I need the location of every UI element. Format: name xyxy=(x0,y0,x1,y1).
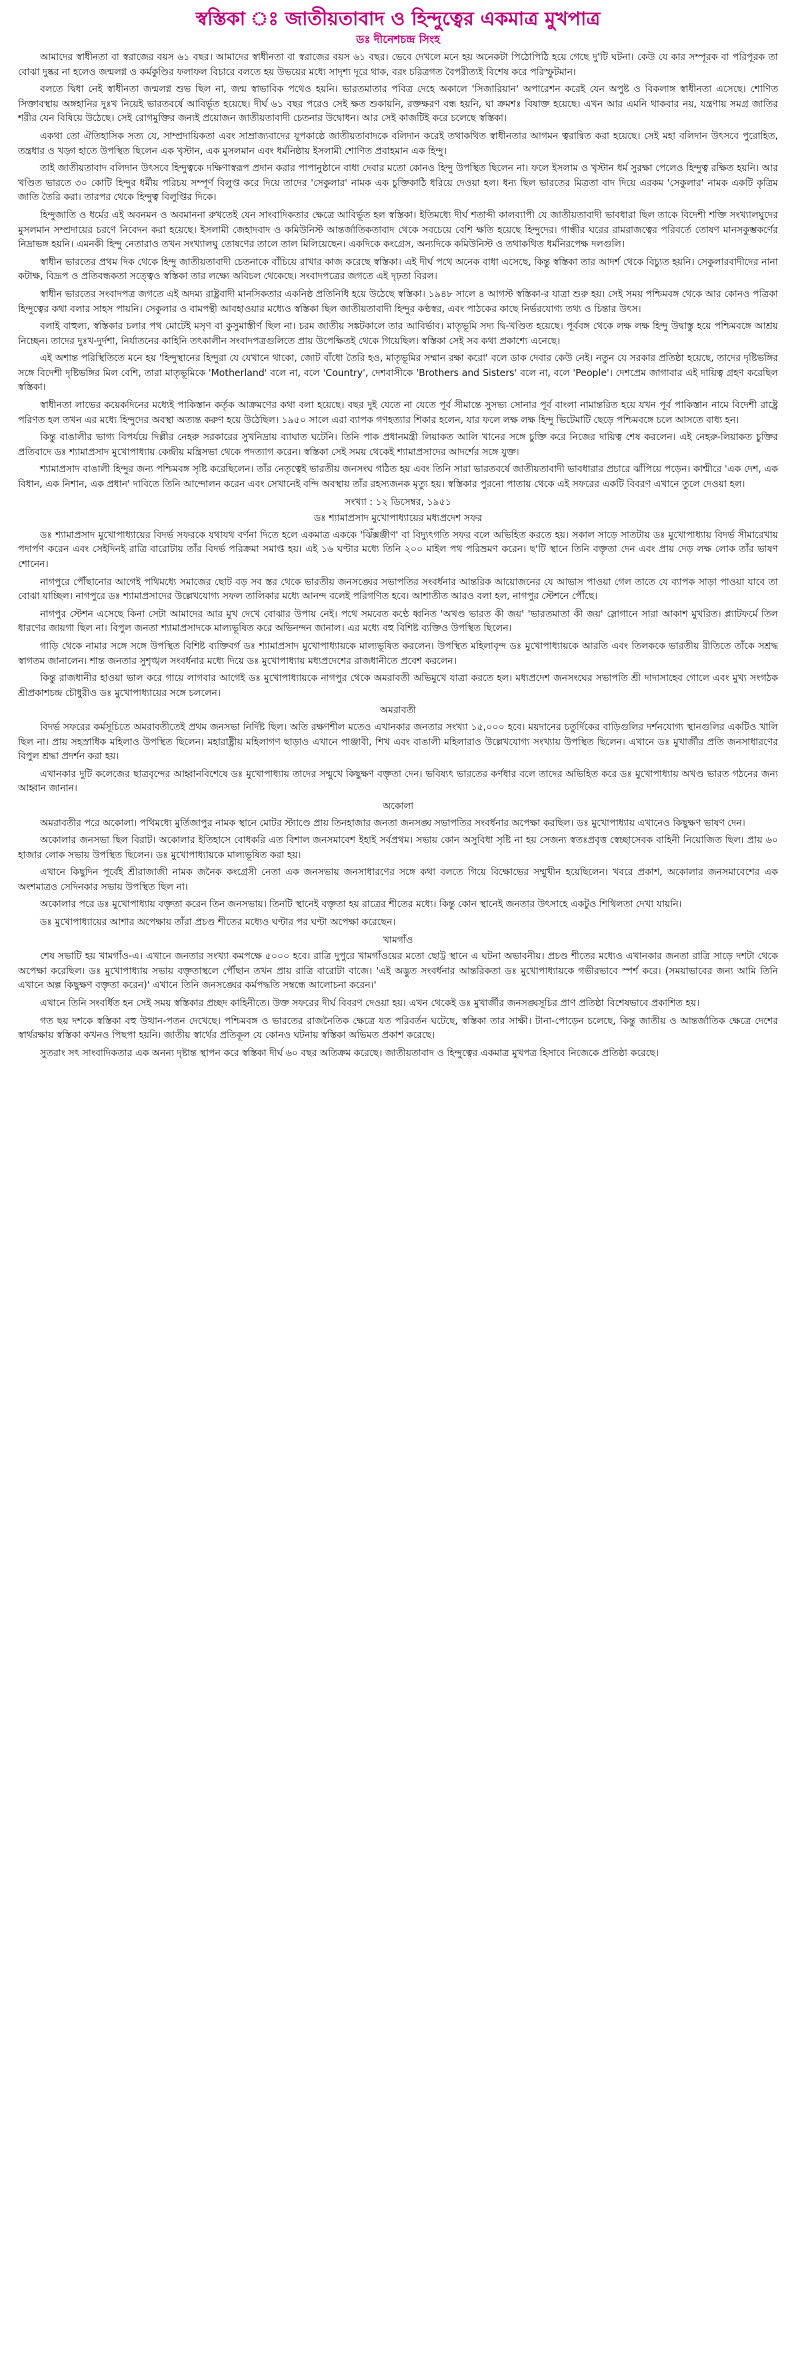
paragraph: হিন্দুজাতি ও ধর্মের এই অবনমন ও অবমাননা রুখতেই যেন সাংবাদিকতার ক্ষেত্রে আবির্ভূত হল স্বস্তিকা। ইতিমধ্যে দীর্ঘ শতাব্দী কালব্যাপী যে জাতীয়তাবাদী ভাবধারা ছিল তাকে বিদেশী শক্তি সংখ্যালঘুদের মুসলমান সম্প্রদায়ের চরণে নিবেদন করা হয়েছে। ইসলামী জেহাদবাদ ও কমিউনিস্ট আন্তর্জাতিকতাবাদ থেকে সবচেয়ে বেশি ক্ষতি হয়েছে হিন্দুদের। গান্ধীর ঘরের রামরাজত্বের পরিবর্তে তোষণ মানসকুম্ভকর্ণের নিদ্রাভঙ্গ হয়নি। এমনকী হিন্দু নেতারাও তখন সংখ্যালঘু তোষণের তালে তাল মিলিয়েছেন। একদিকে কংগ্রেস, অন্যদিকে কমিউনিস্ট ও তথাকথিত ধর্মনিরপেক্ষ দলগুলি। xyxy=(18,209,778,251)
paragraph: আমাদের স্বাধীনতা বা স্বরাজের বয়স ৬১ বছর। আমাদের স্বাধীনতা বা স্বরাজের বয়স ৬১ বছর। ভেবে দেখলে মনে হয় অনেকটা পিঠোপিঠি হয়ে গেছে দু'টি ঘটনা। কেউ যে কার সম্পূরক বা পরিপূরক তা বোঝা দুষ্কর না হলেও জন্মলগ্ন ও কর্মকুণ্ডির ফলাফল বিচারে বলতে হয় উভয়ের মধ্যে সাদৃশ্য দূরে থাক, বরং চরিত্রগত বৈপরীত্যই বিশেষ করে পরিস্ফুটমান। xyxy=(18,52,778,78)
paragraph: অকোলার পরে ডঃ মুখোপাধ্যায় বক্তৃতা করেন তিন জনসভায়। তিনটি স্থানেই বক্তৃতা হয় রাত্রের শীতের মধ্যে। কিন্তু কোন স্থানেই জনতার উৎসাহে একটুও শিথিলতা দেখা যায়নি। xyxy=(40,899,682,911)
paragraph: এখানকার দুটি কলেজের ছাত্রবৃন্দের আহ্বানবিশেষে ডঃ মুখোপাধ্যায় তাদের সম্মুখে কিছুক্ষণ বক্তৃতা দেন। ভবিষ্যৎ ভারতের কর্ণধার বলে তাদের অভিহিত করে ডঃ মুখোপাধ্যায় অখণ্ড ভারত গঠনের জন্য আহ্বান জানান। xyxy=(18,768,778,795)
paragraph: সুতরাং সৎ সাংবাদিকতার এক অনন্য দৃষ্টান্ত স্থাপন করে স্বস্তিকা দীর্ঘ ৬০ বছর অতিক্রম করেছে। জাতীয়তাবাদ ও হিন্দুত্বের একমাত্র মুখপত্র হিসাবে নিজেকে প্রতিষ্ঠা করেছে। xyxy=(40,1047,659,1059)
paragraph: বলতে দ্বিধা নেই স্বাধীনতা জন্মলগ্ন শুভ ছিল না, জন্ম স্বাভাবিক পথেও হয়নি। ভারতমাতার পবিত্র দেহে অকালে 'সিজারিয়ান' অপারেশন করেই যেন অপুষ্ট ও বিকলাঙ্গ স্বাধীনতা এসেছে। শোণিত সিক্তাবস্থায় অঙ্গহানির দুঃখ নিয়েই ভারতবর্ষে আবির্ভূত হয়েছে। দীর্ঘ ৬১ বছর পরেও সেই ক্ষত শুকায়নি, রক্তক্ষরণ বন্ধ হয়নি, ঘা ক্রমশঃ বিষাক্ত হয়েছে। এখন আর এমনি থাকবার নয়, যন্ত্রণায় সমগ্র জাতির শরীর যেন বিষিয়ে উঠেছে। সেই রোগমুক্তির জন্যই প্রয়োজন জাতীয়তাবাদী চেতনার উদ্বোধন। আর সেই কাজটিই করে চলেছে স্বস্তিকা। xyxy=(18,84,778,125)
article-author: ডঃ দীনেশচন্দ্র সিংহ xyxy=(356,33,440,46)
paragraph: বলাই বাহুল্য, স্বস্তিকার চলার পথ মোটেই মসৃণ বা কুসুমাস্তীর্ণ ছিল না। চরম জাতীয় সঙ্কটকালে তার আবির্ভাব। মাতৃভূমি সদ্য দ্বি-খণ্ডিত হয়েছে। পূর্ববঙ্গ থেকে লক্ষ লক্ষ হিন্দু উদ্বাস্তু হয়ে পশ্চিমবঙ্গে আশ্রয় নিচ্ছেন। তাদের দুঃখ-দুর্দশা, নির্যাতনের কাহিনি তৎকালীন সংবাদপত্রগুলিতে প্রায় উপেক্ষিতই থেকে গিয়েছিল। স্বস্তিকা সেই সব কথা প্রকাশ্যে এনেছে। xyxy=(18,321,778,347)
paragraph: এখানে তিনি সংবর্ধিত হন সেই সময় স্বস্তিকার প্রচ্ছদ কাহিনীতে। উক্ত সফরের দীর্ঘ বিবরণ দেওয়া হয়। এখন থেকেই ডঃ মুখার্জীর জনসঙ্ঘসূচির প্রাণ প্রতিষ্ঠা বিশেষভাবে প্রকাশিত হয়। xyxy=(40,998,700,1010)
paragraph: নাগপুরে পৌঁছানোর আগেই পথিমধ্যে সমাজের ছোট বড় সব স্তর থেকে ভারতীয় জনসঙ্ঘের সভাপতির সংবর্ধনার আন্তরিক আয়োজনের যে আভাস পাওয়া গেল তাতে যে ব্যাপক সাড়া পাওয়া যাবে তা বোঝা যাচ্ছিল। নাগপুরে ডঃ শ্যামাপ্রসাদের উল্লেখযোগ্য সফল তালিকার মধ্যে আনন্দ বলেই পরিগণিত হবে। আশাতীত আরও বলা হল, নাগপুর স্টেশনে পৌঁছে। xyxy=(18,576,778,603)
paragraph: গাড়ি থেকে নামার সঙ্গে সঙ্গে উপস্থিত বিশিষ্ট ব্যক্তিবর্গ ডঃ শ্যামাপ্রসাদ মুখোপাধ্যায়কে মাল্যভূষিত করলেন। উপস্থিত মহিলাবৃন্দ ডঃ মুখোপাধ্যায়কে আরতি এবং তিলককে ভারতীয় রীতিতে তাঁকে সশ্রদ্ধ স্বাগতম জানালেন। শান্ত জনতার সুশৃঙ্খল সংবর্ধনার মধ্যে দিয়ে ডঃ মুখোপাধ্যায় মধ্যপ্রদেশের রাজধানীতে প্রবেশ করলেন। xyxy=(18,640,778,667)
paragraph: অকোলার জনসভা ছিল বিরাট। অকোলার ইতিহাসে বোধকরি এত বিশাল জনসমাবেশ ইহাই সর্বপ্রথম। সভায় কোন অসুবিধা সৃষ্টি না হয় সেজন্য স্বতঃপ্রবৃত্ত স্বেচ্ছাসেবক বাহিনী নিয়োজিত ছিল। প্রায় ৬০ হাজার লোক সভায় উপস্থিত ছিলেন। ডঃ মুখোপাধ্যায়কে মাল্যভূষিত করা হয়। xyxy=(18,835,778,861)
paragraph: গত ছয় দশকে স্বস্তিকা বহু উত্থান-পতন দেখেছে। পশ্চিমবঙ্গ ও ভারতের রাজনৈতিক ক্ষেত্রে যত পরিবর্তন ঘটেছে, স্বস্তিকা তার সাক্ষী। টানা-পোড়েন চলেছে, কিন্তু জাতীয় ও আন্তর্জাতিক ক্ষেত্রে দেশের স্বার্থরক্ষায় স্বস্তিকা কখনও পিছপা হয়নি। জাতীয় স্বার্থের প্রতিকূল যে কোনও ঘটনায় স্বস্তিকা অভিমত প্রকাশ করেছে। xyxy=(18,1015,778,1042)
paragraph: নাগপুর স্টেশন এসেছে কিনা সেটা আমাদের আর মুখ দেখে বোঝার উপায় নেই। পথে সমবেত কণ্ঠে ধ্বনিত 'অখণ্ড ভারত কী জয়' 'ভারতমাতা কী জয়' স্লোগানে সারা আকাশ মুখরিত। প্ল্যাটফর্মে তিল ধারণের জায়গা ছিল না। বিপুল জনতা শ্যামাপ্রসাদকে মাল্যভূষিত করে অভিনন্দন জানাল। এর মধ্যে বহু বিশিষ্ট ব্যক্তিও উপস্থিত ছিলেন। xyxy=(18,608,778,635)
paragraph: স্বাধীনতা লাভের কয়েকদিনের মধ্যেই পাকিস্তান কর্তৃক আক্রমণের কথা বলা হয়েছে। বছর দুই যেতে না যেতে পূর্ব সীমান্তে সুসভ্য সোনার পূর্ব বাংলা নামান্তরিত হয়ে যখন পূর্ব পাকিস্তান নামে বিদেশী রাষ্ট্রে পরিণত হল তখন এর মধ্যে হিন্দুদের অবস্থা অত্যন্ত করুণ হয়ে উঠেছিল। ১৯৫০ সালে এরা ব্যাপক গণহত্যার শিকার হলেন, যার ফলে লক্ষ লক্ষ হিন্দু ভিটেমাটি ছেড়ে পশ্চিমবঙ্গে চলে আসতে বাধ্য হন। xyxy=(18,400,778,426)
paragraph: স্বাধীন ভারতের প্রথম দিক থেকে হিন্দু জাতীয়তাবাদী চেতনাকে বাঁচিয়ে রাখার কাজ করেছে স্বস্তিকা। এই দীর্ঘ পথে অনেক বাধা এসেছে, কিন্তু স্বস্তিকা তার আদর্শ থেকে বিচ্যুত হয়নি। সেকুলারবাদীদের নানা কটাক্ষ, বিদ্রূপ ও প্রতিবন্ধকতা সত্ত্বেও স্বস্তিকা তার লক্ষ্যে অবিচল থেকেছে। সংবাদপত্রের জগতে এই দৃঢ়তা বিরল। xyxy=(18,256,778,283)
paragraph: কিন্তু বাঙালীর ভাগ্য বিপর্যয়ে দিল্লীর নেহরু সরকারের সুখনিদ্রায় ব্যাঘাত ঘটেনি। তিনি পাক প্রধানমন্ত্রী লিয়াকত আলি খানের সঙ্গে চুক্তি করে নিজের দায়িত্ব শেষ করলেন। এই নেহরু-লিয়াকত চুক্তির প্রতিবাদে ডঃ শ্যামাপ্রসাদ মুখোপাধ্যায় কেন্দ্রীয় মন্ত্রিসভা থেকে পদত্যাগ করেন। স্বস্তিকা সেই সময় থেকেই শ্যামাপ্রসাদের আদর্শের সঙ্গে যুক্ত। xyxy=(18,432,778,458)
dateline: সংখ্যা : ১২ ডিসেম্বর, ১৯৫১ xyxy=(344,496,452,508)
paragraph: এই অশান্ত পরিস্থিতিতে মনে হয় 'হিন্দুস্থানের হিন্দুরা যে যেখানে থাকো, জোট বাঁধো তৈরি হও, মাতৃভূমির সম্মান রক্ষা করো' বলে ডাক দেবার কেউ নেই। নতুন যে সরকার প্রতিষ্ঠা হয়েছে, তাদের দৃষ্টিভঙ্গির সঙ্গে বিদেশী দৃষ্টিভঙ্গির মিল বেশি, তারা মাতৃভূমিকে 'Motherland' বলে না, বলে 'Country', দেশবাসীকে 'Brothers and Sisters' বলে না, বলে 'People'। দেশপ্রেম জাগাবার এই দায়িত্ব গ্রহণ করেছিল স্বস্তিকা। xyxy=(18,353,778,394)
paragraph: ডঃ শ্যামাপ্রসাদ মুখোপাধ্যায়ের বিদর্ভ সফরকে যথাযথ বর্ণনা দিতে হলে একমাত্র এককে 'ঝিঁক্সঞ্জীণ' বা বিদ্যুৎগতি সফর বলে অভিহিত করতে হয়। সকাল সাড়ে সাতটায় ডঃ মুখোপাধ্যায় বিদর্ভ সীমারেখায় পদার্পণ করেন এবং সেইদিনই রাত্রি বারোটায় তাঁর বিদর্ভ পরিক্রমা সমাপ্ত হয়। এই ১৬ ঘণ্টার মধ্যে তিনি ২০০ মাইল পথ পরিভ্রমণ করেন। ছ'টি স্থানে তিনি বক্তৃতা দেন এবং প্রায় দেড় লক্ষ লোক তাঁর ভাষণ শোনেন। xyxy=(18,529,778,570)
paragraph: বিদর্ভ সফরের কর্মসূচিতে অমরাবতীতেই প্রথম জনসভা নির্দিষ্ট ছিল। অতি রক্ষণশীল মতেও এখানকার জনতার সংখ্যা ১৫,০০০ হবে। ময়দানের চতুর্দিকের বাড়িগুলির দর্শনযোগ্য স্থানগুলির একটিও খালি ছিল না। প্রায় সহস্রাধিক মহিলাও উপস্থিত ছিলেন। মহারাষ্ট্রীয় মহিলাগণ ছাড়াও এখানে পাঞ্জাবী, শিখ এবং বাঙালী মহিলারাও উল্লেখযোগ্য সংখ্যায় উপস্থিত ছিলেন। এখানে ডঃ মুখার্জীর প্রতি জনসাধারণের বিপুল শ্রদ্ধা প্রদর্শন করা হয়। xyxy=(18,721,778,763)
paragraph: শ্যামাপ্রসাদ বাঙালী হিন্দুর জন্য পশ্চিমবঙ্গ সৃষ্টি করেছিলেন। তাঁর নেতৃত্বেই ভারতীয় জনসংঘ গঠিত হয় এবং তিনি সারা ভারতবর্ষে জাতীয়তাবাদী ভাবধারার প্রচারে ঝাঁপিয়ে পড়েন। কাশ্মীরে 'এক দেশ, এক বিধান, এক নিশান, এক প্রধান' দাবিতে তিনি আন্দোলন করেন এবং সেখানেই বন্দি অবস্থায় তাঁর রহস্যজনক মৃত্যু হয়। স্বস্তিকার পুরনো পাতায় থেকে এই সফরের একটি বিবরণ এখানে তুলে দেওয়া হল। xyxy=(18,464,778,491)
paragraph: স্বাধীন ভারতের সংবাদপত্র জগতে এই অদম্য রাষ্ট্রবাদী মানসিকতার একনিষ্ঠ প্রতিনিধি হয়ে উঠেছে স্বস্তিকা। ১৯৪৮ সালে ৪ আগস্ট স্বস্তিকা-র যাত্রা শুরু হয়। সেই সময় পশ্চিমবঙ্গ থেকে আর কোনও পত্রিকা হিন্দুত্বের কথা বলার সাহস পায়নি। সেকুলার ও বামপন্থী আবহাওয়ার মধ্যেও স্বস্তিকা ছিল জাতীয়তাবাদী হিন্দুর কণ্ঠস্বর, এবং পাঠকের কাছে নির্ভরযোগ্য তথ্য ও চিন্তার উৎস। xyxy=(18,288,778,315)
paragraph: এখানে কিছুদিন পূর্বেই শ্রীরাজাজী নামক জনৈক কংগ্রেসী নেতা এক জনসভায় জনসাধারণের সঙ্গে কথা বলতে গিয়ে বিক্ষোভের সম্মুখীন হয়েছিলেন। খবরে প্রকাশ, অকোলার জনসমাবেশের এক অংশমাত্রও সেদিনকার সভায় উপস্থিত ছিল না। xyxy=(18,867,778,893)
paragraph: অমরাবতীর পরে অকোলা। পথিমধ্যে মুর্তিজাপুর নামক স্থানে মোটর স্ট্যাণ্ডে প্রায় তিনহাজার জনতা জনসঙ্ঘ সভাপতির সংবর্ধনার অপেক্ষা করছিল। ডঃ মুখোপাধ্যায় এখানেও কিছুক্ষণ ভাষণ দেন। xyxy=(40,817,746,829)
paragraph: কিন্তু রাজধানীর হাওয়া ভাল করে গায়ে লাগবার আগেই ডঃ মুখোপাধ্যায়কে নাগপুর থেকে অমরাবতী অভিমুখে যাত্রা করতে হল। মধ্যপ্রদেশ জনসংঘের সভাপতি শ্রী দাদাসাহেব গোলে এবং মুখ্য সংগঠক শ্রীপ্রকাশচন্দ্র চৌধুরীও ডঃ মুখোপাধ্যায়ের সঙ্গে চললেন। xyxy=(18,673,778,699)
subhead-khamgaon: খামগাঁও xyxy=(383,934,413,946)
paragraph: একথা তো ঐতিহাসিক সত্য যে, সাম্প্রদায়িকতা এবং সাম্রাজ্যবাদের যূপকাষ্ঠে জাতীয়তাবাদকে বলিদান করেই তথাকথিত স্বাধীনতার আগমন ত্বরান্বিত করা হয়েছে। সেই মহা বলিদান উৎসবে পুরোহিত, তন্ত্রধার ও খড়্গ হাতে উপস্থিত ছিলেন এক খৃস্টান, এক মুসলমান এবং ধর্মনিষ্ঠায় ইসলামী শোণিত প্রবাহমান এক হিন্দু। xyxy=(18,130,778,157)
paragraph: শেষ সভাটি হয় খামগাঁও-এ। এখানে জনতার সংখ্যা কমপক্ষে ৫০০০ হবে। রাত্রি দুপুরে খামগাঁওয়ের মতো ছোট্ট স্থানে এ ঘটনা অভাবনীয়। প্রচণ্ড শীতের মধ্যেও এখানকার জনতা রাত্রি সাড়ে দশটা থেকে অপেক্ষা করেছিল। ডঃ মুখোপাধ্যায় সভায় বক্তৃতাস্থলে পৌঁছান তখন প্রায় রাত্রি বারোটা বাজে। 'এই অদ্ভুত সংবর্ধনার আন্তরিকতা ডঃ মুখোপাধ্যায়কে গভীরভাবে স্পর্শ করে। (সময়াভাবের জন্য আমি তিনি এখানে অল্প কিছুক্ষণ বক্তৃতা করেন)' এখানে তিনি জনসঙ্ঘের কর্মপদ্ধতি সম্বন্ধে আলোচনা করেন।' xyxy=(18,951,778,992)
subhead-akola: অকোলা xyxy=(382,800,414,812)
paragraph: ডঃ মুখোপাধ্যায়ের আশার অপেক্ষায় তাঁরা প্রচণ্ড শীতের মধ্যেও ঘণ্টার পর ঘণ্টা অপেক্ষা করেছেন। xyxy=(40,917,396,929)
section-subhead: ডঃ শ্যামাপ্রসাদ মুখোপাধ্যায়ের মধ্যপ্রদেশ সফর xyxy=(313,513,483,525)
subhead-amravati: অমরাবতী xyxy=(379,705,417,717)
paragraph: তাই জাতীয়তাবাদ বলিদান উৎসবে হিন্দুত্বকে দক্ষিণাস্বরূপ প্রদান করার পাপানুষ্ঠানে বাধা দেবার মতো কোনও হিন্দু উপস্থিত ছিলেন না। ফলে ইসলাম ও খৃস্টান ধর্ম সুরক্ষা পেলেও হিন্দুত্ব রক্ষিত হয়নি। আর খণ্ডিত ভারতে ৩০ কোটি হিন্দুর ধর্মীয় পরিচয় সম্পূর্ণ বিলুপ্ত করে দিয়ে তাদের 'সেকুলার' নামক এক চুক্তিকাঠি ধরিয়ে দেওয়া হল। ধন্য ছিল ভারতের মিত্রতা বাদ দিয়ে এরকম 'সেকুলার' নামক একটি কৃত্রিম জাতি তৈরি করা। তারপর থেকে হিন্দুত্ব বিলুপ্তির দিকে। xyxy=(18,163,778,204)
article-title: স্বস্তিকা ঃ জাতীয়তাবাদ ও হিন্দুত্বের একমাত্র মুখপাত্র xyxy=(195,8,601,30)
